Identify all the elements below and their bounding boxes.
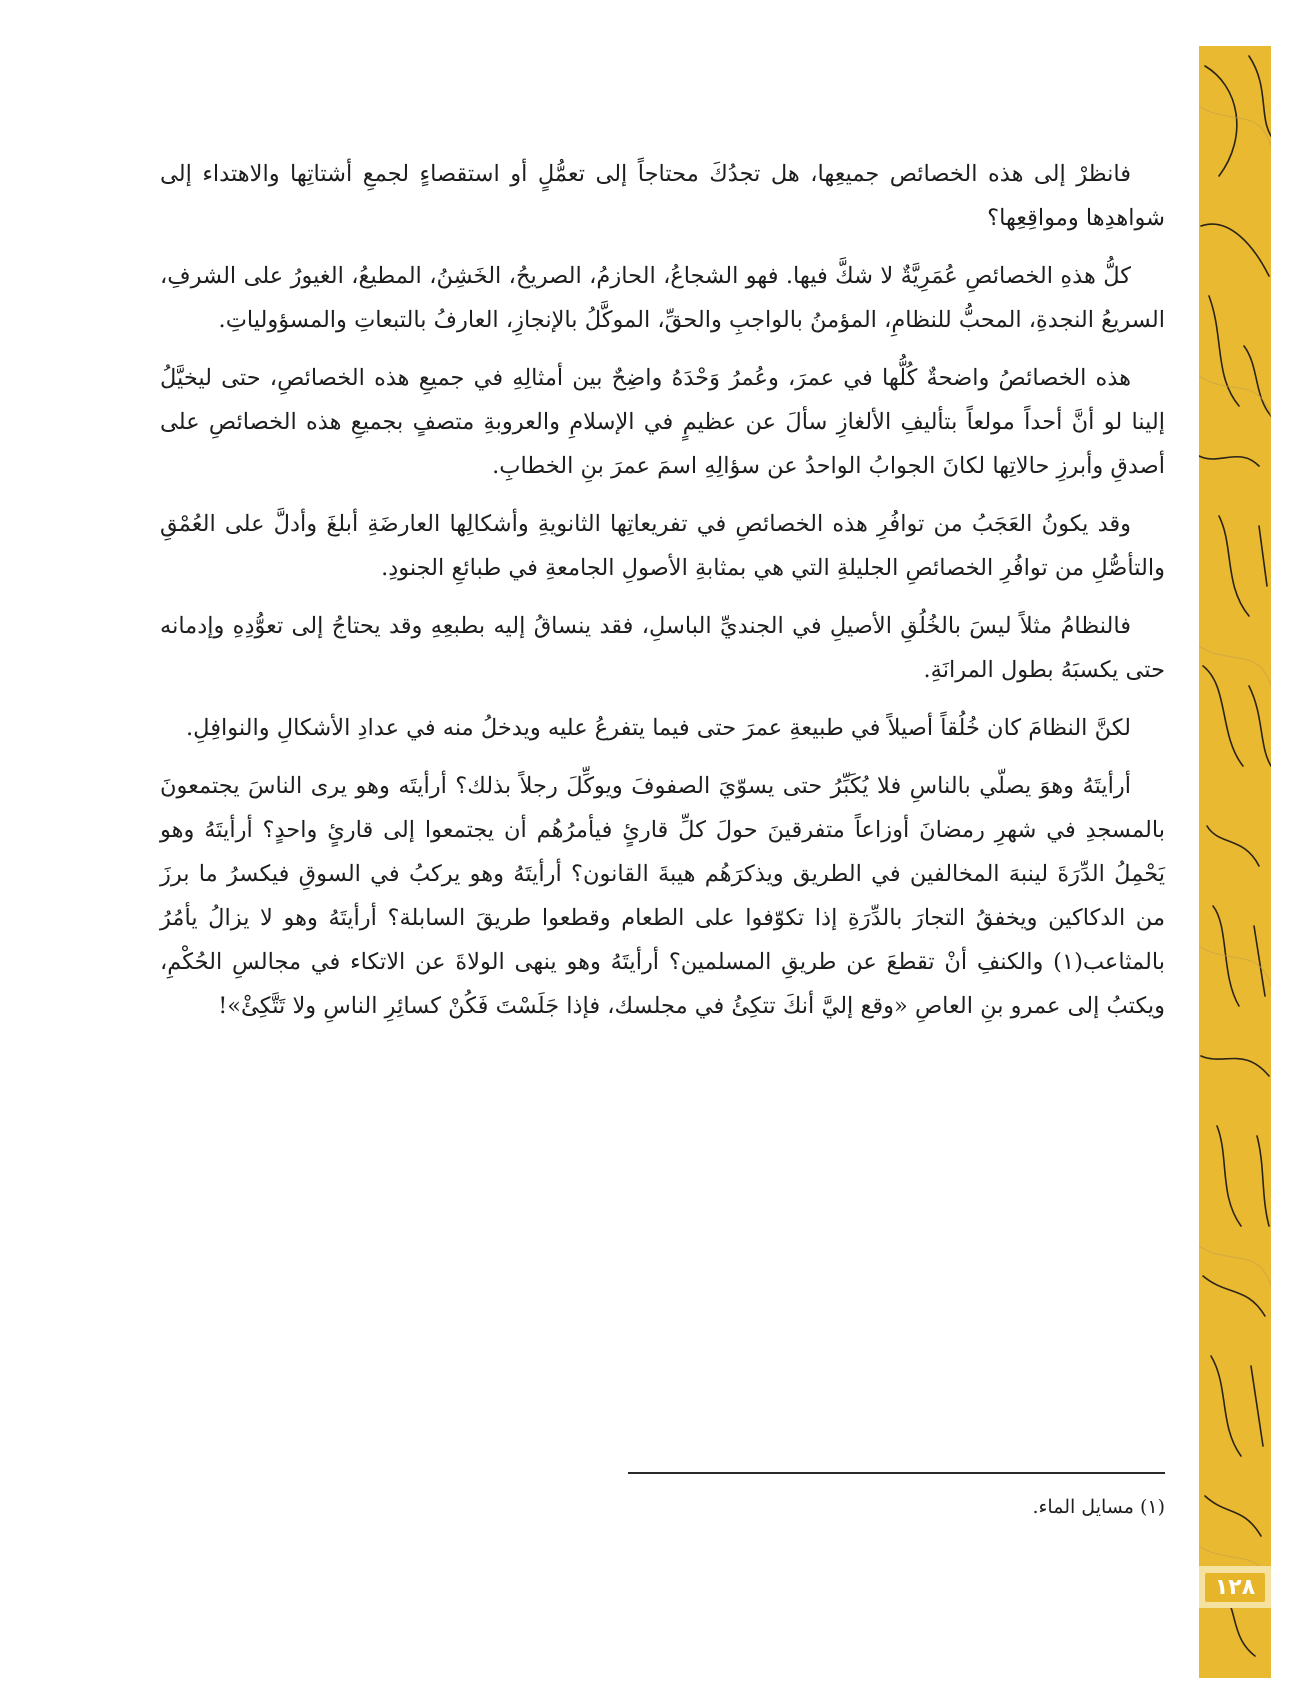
page-number-box — [1199, 1566, 1271, 1608]
paragraph-5: فالنظامُ مثلاً ليسَ بالخُلُقِ الأصيلِ في الجنديِّ الباسلِ، فقد ينساقُ إليه بطبعِهِ وقد يحتاجُ إلى تعوُّدِهِ وإدمانه حتى يكسبَهُ بطول المرانَةِ. — [160, 613, 1165, 683]
paragraph-6: لكنَّ النظامَ كان خُلُقاً أصيلاً في طبيعةِ عمرَ حتى فيما يتفرعُ عليه ويدخلُ منه في عدادِ الأشكالِ والنوافِلِ. — [186, 715, 1131, 741]
paragraph-4: وقد يكونُ العَجَبُ من توافُرِ هذه الخصائصِ في تفريعاتِها الثانويةِ وأشكالِها العارضَةِ أبلغَ وأدلَّ على العُمْقِ والتأصُّلِ من توافُرِ الخصائصِ الجليلةِ التي هي بمثابةِ الأصولِ الجامعةِ في طبائعِ الجنودِ. — [160, 511, 1165, 581]
main-text — [160, 152, 1165, 1042]
paragraph-2: كلُّ هذهِ الخصائصِ عُمَرِيَّةٌ لا شكَّ فيها. فهو الشجاعُ، الحازمُ، الصريحُ، الخَشِنُ، المطيعُ، الغيورُ على الشرفِ، السريعُ النجدةِ، المحبُّ للنظامِ، المؤمنُ بالواجبِ والحقِّ، الموكَّلُ بالإنجازِ، العارفُ بالتبعاتِ والمسؤولياتِ. — [160, 263, 1165, 333]
footnote-divider — [628, 1472, 1165, 1474]
paragraph-7: أرأيتَهُ وهوَ يصلّي بالناسِ فلا يُكَبِّرُ حتى يسوّيَ الصفوفَ ويوكِّلَ رجلاً بذلك؟ أرأيتَه وهو يرى الناسَ يجتمعونَ بالمسجدِ في شهرِ رمضانَ أوزاعاً متفرقينَ حولَ كلِّ قارئٍ فيأمرُهُم أن يجتمعوا إلى قارئٍ واحدٍ؟ أرأيتَهُ وهو يَحْمِلُ الدِّرَةَ لينبهَ المخالفين في الطريق ويذكرَهُم هيبةَ القانون؟ أرأيتَهُ وهو يركبُ في السوقِ فيكسرُ ما برزَ من الدكاكين ويخفقُ التجارَ بالدِّرَةِ إذا تكوّفوا على الطعام وقطعوا طريقَ السابلة؟ أرأيتَهُ وهو لا يزالُ يأمُرُ بالمثاعب(١) والكنفِ أنْ تقطعَ عن طريقِ المسلمين؟ أرأيتَهُ وهو ينهى الولاةَ عن الاتكاء في مجالسِ الحُكْمِ، ويكتبُ إلى عمرو بنِ العاصِ «وقع إليَّ أنكَ تتكِئُ في مجلسك، فإذا جَلَسْتَ فَكُنْ كسائِرِ الناسِ ولا تَتَّكِئْ»! — [160, 773, 1165, 1019]
paragraph-1: فانظرْ إلى هذه الخصائص جميعِها، هل تجدُكَ محتاجاً إلى تعمُّلٍ أو استقصاءٍ لجمعِ أشتاتِها والاهتداء إلى شواهدِها ومواقِعِها؟ — [160, 161, 1165, 231]
paragraph-3: هذه الخصائصُ واضحةٌ كُلُّها في عمرَ، وعُمرُ وَحْدَهُ واضِحٌ بين أمثالِهِ في جميعِ هذه الخصائصِ، حتى ليخيَّلُ إلينا لو أنَّ أحداً مولعاً بتأليفِ الألغازِ سألَ عن عظيمٍ في الإسلامِ والعروبةِ متصفٍ بجميعِ هذه الخصائصِ على أصدقِ وأبرزِ حالاتِها لكانَ الجوابُ الواحدُ عن سؤالِهِ اسمَ عمرَ بنِ الخطابِ. — [160, 365, 1165, 479]
page-number: ١٢٨ — [1205, 1573, 1265, 1602]
decorative-side-band — [1199, 46, 1271, 1678]
footnote: (١) مسايل الماء. — [1032, 1496, 1165, 1518]
side-band-pattern — [1199, 46, 1271, 1678]
